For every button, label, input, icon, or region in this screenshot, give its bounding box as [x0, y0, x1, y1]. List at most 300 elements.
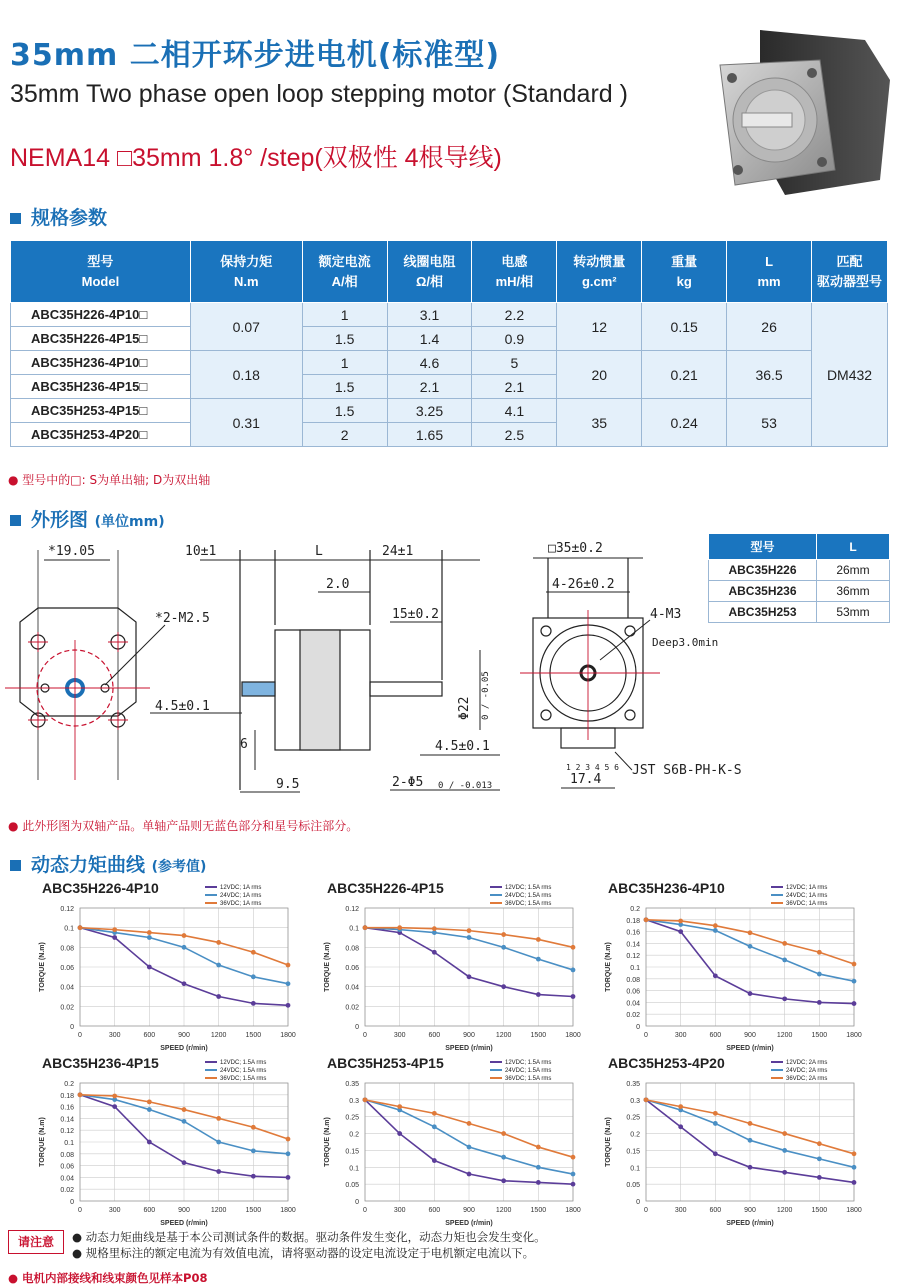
cell-inertia: 35 [557, 399, 642, 447]
y-tick-label: 0.18 [60, 1092, 74, 1100]
data-point [286, 981, 291, 986]
section-curve-sub: (参考值) [151, 859, 207, 875]
x-tick-label: 1800 [565, 1207, 581, 1214]
dim-deep: Deep3.0min [652, 636, 719, 649]
data-point [182, 1119, 187, 1124]
torque-chart [315, 900, 585, 1068]
legend-label: 24VDC; 1.5A rms [220, 1068, 267, 1074]
legend-label: 12VDC; 1A rms [786, 885, 828, 891]
col-model: 型号 Model [11, 241, 191, 303]
dim-m25: *2-M2.5 [155, 611, 210, 626]
x-tick-label: 1200 [495, 1032, 512, 1039]
dim-15: 15±0.2 [392, 607, 439, 622]
data-point [501, 1178, 506, 1183]
chart-legend [771, 884, 827, 908]
y-tick-label: 0.3 [630, 1097, 640, 1105]
dim-phi5-tol: 0 / -0.013 [438, 781, 493, 791]
legend-label: 12VDC; 1.5A rms [220, 1060, 267, 1066]
x-tick-label: 0 [644, 1207, 648, 1214]
data-point [251, 1174, 256, 1179]
outline-note: ● 此外形图为双轴产品。单轴产品则无蓝色部分和星号标注部分。 [8, 819, 359, 833]
data-point [782, 1170, 787, 1175]
legend-swatch [490, 1077, 502, 1079]
x-tick-label: 300 [674, 1032, 687, 1039]
y-tick-label: 0.12 [60, 1128, 74, 1136]
torque-chart [596, 900, 866, 1068]
table-row [11, 303, 888, 327]
y-tick-label: 0 [70, 1199, 74, 1206]
data-point [817, 950, 822, 955]
dim-95: 9.5 [276, 777, 300, 792]
x-tick-label: 0 [78, 1032, 82, 1039]
x-tick-label: 300 [108, 1207, 121, 1214]
cell-current: 1 [302, 351, 387, 375]
y-tick-label: 0 [636, 1199, 640, 1206]
cell-inductance: 0.9 [472, 327, 557, 351]
data-point [501, 932, 506, 937]
x-axis-label: SPEED (r/min) [160, 1220, 208, 1227]
x-tick-label: 600 [709, 1207, 722, 1214]
data-point [501, 1131, 506, 1136]
data-point [147, 965, 152, 970]
legend-swatch [771, 1069, 783, 1071]
chart-title: ABC35H226-4P10 [42, 880, 159, 896]
legend-swatch [490, 902, 502, 904]
chart-title: ABC35H236-4P10 [608, 880, 725, 896]
y-tick-label: 0.1 [349, 1165, 359, 1173]
data-point [817, 1156, 822, 1161]
data-point [112, 927, 117, 932]
x-tick-label: 1500 [530, 1207, 547, 1214]
cell-driver: DM432 [812, 303, 888, 447]
y-tick-label: 0.06 [60, 965, 74, 972]
data-point [467, 1172, 472, 1177]
data-point [748, 930, 753, 935]
cell-inertia: 20 [557, 351, 642, 399]
section-outline-unit: (单位mm) [94, 514, 165, 530]
page-subtitle: 35mm Two phase open loop stepping motor (Standard ) [10, 80, 628, 108]
dim-m3: 4-M3 [650, 607, 682, 622]
legend-label: 24VDC; 1.5A rms [505, 1068, 552, 1074]
torque-chart [30, 1075, 300, 1243]
chart-title: ABC35H253-4P15 [327, 1055, 444, 1071]
chart-title: ABC35H236-4P15 [42, 1055, 159, 1071]
cell-model: ABC35H226-4P15□ [11, 327, 191, 351]
legend-swatch [205, 894, 217, 896]
x-tick-label: 600 [428, 1032, 441, 1039]
data-point [147, 935, 152, 940]
legend-swatch [771, 1061, 783, 1063]
cell-L: 53mm [817, 602, 890, 623]
data-point [216, 963, 221, 968]
y-tick-label: 0.05 [345, 1182, 359, 1190]
y-axis-label: TORQUE (N.m) [39, 942, 46, 992]
cell-resistance: 2.1 [387, 375, 472, 399]
data-point [251, 950, 256, 955]
dim-sq35: □35±0.2 [548, 541, 603, 556]
data-point [713, 1151, 718, 1156]
dim-10: 10±1 [185, 544, 217, 559]
legend-label: 12VDC; 1.5A rms [505, 1060, 552, 1066]
front-view-left [20, 550, 136, 780]
data-point [571, 945, 576, 950]
y-tick-label: 0.06 [345, 965, 359, 972]
x-tick-label: 1500 [245, 1032, 262, 1039]
y-tick-label: 0.02 [626, 1012, 640, 1020]
chart-legend [490, 1059, 551, 1083]
data-point [748, 1121, 753, 1126]
x-tick-label: 1500 [530, 1032, 547, 1039]
cell-L: 26mm [817, 560, 890, 581]
cell-resistance: 1.4 [387, 327, 472, 351]
connector-pins: 1 2 3 4 5 6 [566, 763, 619, 772]
spec-header-row [11, 241, 888, 303]
x-tick-label: 1200 [495, 1207, 512, 1214]
y-tick-label: 0.2 [630, 1131, 640, 1139]
col-length: L mm [727, 241, 812, 303]
data-point [782, 1131, 787, 1136]
data-point [571, 1155, 576, 1160]
notice-line-1: ● 动态力矩曲线是基于本公司测试条件的数据。驱动条件发生变化，动态力矩也会发生变化。 [72, 1230, 546, 1244]
legend-entry [771, 1075, 827, 1083]
x-tick-label: 900 [463, 1207, 475, 1214]
data-point [112, 1104, 117, 1109]
legend-swatch [205, 1061, 217, 1063]
cell-resistance: 1.65 [387, 423, 472, 447]
x-tick-label: 900 [178, 1032, 190, 1039]
col-driver: 匹配 驱动器型号 [812, 241, 888, 303]
square-bullet-icon [10, 213, 21, 224]
legend-entry [205, 900, 261, 908]
legend-entry [205, 1059, 266, 1067]
y-tick-label: 0 [70, 1024, 74, 1031]
cell-current: 1.5 [302, 399, 387, 423]
data-point [286, 1175, 291, 1180]
torque-chart [315, 1075, 585, 1243]
col-inductance: 电感 mH/相 [472, 241, 557, 303]
cell-length: 36.5 [727, 351, 812, 399]
x-tick-label: 300 [393, 1032, 406, 1039]
y-tick-label: 0.1 [630, 965, 640, 972]
x-axis-label: SPEED (r/min) [445, 1220, 493, 1227]
cell-model: ABC35H236-4P15□ [11, 375, 191, 399]
x-tick-label: 1800 [846, 1207, 862, 1214]
data-point [182, 933, 187, 938]
dim-6: 6 [240, 737, 248, 752]
notice-label: 请注意 [8, 1230, 64, 1254]
y-axis-label: TORQUE (N.m) [605, 942, 612, 992]
data-point [571, 1172, 576, 1177]
y-tick-label: 0.04 [626, 1000, 640, 1008]
y-tick-label: 0.1 [64, 925, 74, 933]
data-point [467, 1121, 472, 1126]
cell-current: 1.5 [302, 375, 387, 399]
x-tick-label: 300 [393, 1207, 406, 1214]
data-point [286, 1151, 291, 1156]
legend-entry [771, 884, 827, 892]
data-point [536, 937, 541, 942]
page-title: 35mm 二相开环步进电机(标准型) [10, 38, 501, 73]
table-row [709, 602, 890, 623]
legend-label: 36VDC; 1.5A rms [505, 1076, 552, 1082]
legend-entry [490, 1075, 551, 1083]
data-point [536, 1145, 541, 1150]
legend-label: 36VDC; 1A rms [220, 901, 262, 907]
x-tick-label: 900 [463, 1032, 475, 1039]
data-point [467, 1145, 472, 1150]
cell-inductance: 2.1 [472, 375, 557, 399]
x-tick-label: 300 [674, 1207, 687, 1214]
data-point [216, 994, 221, 999]
data-point [678, 1124, 683, 1129]
col-current: 额定电流 A/相 [302, 241, 387, 303]
col-weight: 重量 kg [642, 241, 727, 303]
y-tick-label: 0.1 [64, 1140, 74, 1147]
cell-inductance: 2.5 [472, 423, 557, 447]
y-tick-label: 0.16 [60, 1104, 74, 1112]
col-resistance: 线圈电阻 Ω/相 [387, 241, 472, 303]
data-point [147, 930, 152, 935]
legend-swatch [205, 1069, 217, 1071]
data-point [501, 1155, 506, 1160]
x-tick-label: 900 [744, 1032, 756, 1039]
legend-label: 24VDC; 1.5A rms [505, 893, 552, 899]
x-tick-label: 1200 [776, 1207, 793, 1214]
y-tick-label: 0.3 [349, 1097, 359, 1105]
cell-resistance: 3.1 [387, 303, 472, 327]
dim-phi22-tol: 0 / -0.05 [481, 671, 491, 720]
dim-19: *19.05 [48, 544, 95, 559]
data-point [571, 1182, 576, 1187]
y-tick-label: 0.1 [630, 1165, 640, 1173]
x-tick-label: 600 [428, 1207, 441, 1214]
cell-model: ABC35H253-4P15□ [11, 399, 191, 423]
legend-swatch [490, 894, 502, 896]
chart-legend [205, 884, 261, 908]
legend-label: 24VDC; 1A rms [786, 893, 828, 899]
y-tick-label: 0.04 [60, 984, 74, 992]
x-tick-label: 900 [744, 1207, 756, 1214]
data-point [782, 958, 787, 963]
data-point [251, 974, 256, 979]
spec-line: NEMA14 □35mm 1.8° /step(双极性 4根导线) [10, 144, 502, 172]
data-point [432, 1158, 437, 1163]
legend-label: 12VDC; 1A rms [220, 885, 262, 891]
y-tick-label: 0.18 [626, 917, 640, 925]
data-point [713, 923, 718, 928]
data-point [432, 926, 437, 931]
section-outline-heading [10, 505, 165, 532]
y-tick-label: 0 [355, 1199, 359, 1206]
cell-length: 26 [727, 303, 812, 351]
table-row [11, 351, 888, 375]
x-tick-label: 600 [143, 1207, 156, 1214]
y-tick-label: 0.02 [345, 1004, 359, 1012]
data-point [397, 1104, 402, 1109]
cell-model: ABC35H236 [709, 581, 817, 602]
y-axis-label: TORQUE (N.m) [324, 942, 331, 992]
col-torque: 保持力矩 N.m [190, 241, 302, 303]
data-point [678, 929, 683, 934]
dim-174: 17.4 [570, 772, 602, 787]
dim-24: 24±1 [382, 544, 414, 559]
y-tick-label: 0.14 [60, 1116, 74, 1124]
cell-length: 53 [727, 399, 812, 447]
legend-label: 36VDC; 2A rms [786, 1076, 828, 1082]
cell-model: ABC35H253 [709, 602, 817, 623]
legend-entry [771, 1059, 827, 1067]
chart-title: ABC35H226-4P15 [327, 880, 444, 896]
legend-entry [771, 892, 827, 900]
legend-label: 36VDC; 1.5A rms [220, 1076, 267, 1082]
x-tick-label: 1200 [210, 1032, 227, 1039]
data-point [78, 1092, 83, 1097]
y-tick-label: 0.2 [349, 1131, 359, 1139]
data-point [216, 940, 221, 945]
spec-note: ● 型号中的□: S为单出轴; D为双出轴 [8, 473, 211, 487]
legend-label: 12VDC; 1.5A rms [505, 885, 552, 891]
y-tick-label: 0.25 [626, 1114, 640, 1122]
data-point [251, 1148, 256, 1153]
length-header-row [709, 534, 890, 560]
data-point [286, 963, 291, 968]
col-model: 型号 [709, 534, 817, 560]
x-tick-label: 1800 [280, 1032, 296, 1039]
legend-label: 24VDC; 2A rms [786, 1068, 828, 1074]
y-tick-label: 0.2 [64, 1081, 74, 1088]
torque-chart [596, 1075, 866, 1243]
data-point [536, 957, 541, 962]
data-point [432, 1111, 437, 1116]
x-tick-label: 1500 [811, 1207, 828, 1214]
notice-line-2: ● 规格里标注的额定电流为有效值电流，请将驱动器的设定电流设定于电机额定电流以下。 [72, 1246, 535, 1260]
data-point [782, 941, 787, 946]
y-tick-label: 0.16 [626, 929, 640, 937]
section-curve-title: 动态力矩曲线 [31, 854, 146, 876]
data-point [678, 1104, 683, 1109]
data-point [852, 962, 857, 967]
dim-26: 4-26±0.2 [552, 577, 615, 592]
section-spec-title: 规格参数 [31, 207, 108, 229]
data-point [467, 974, 472, 979]
data-point [817, 1000, 822, 1005]
legend-entry [490, 1067, 551, 1075]
legend-swatch [490, 1069, 502, 1071]
dim-45b: 4.5±0.1 [435, 739, 490, 754]
chart-title: ABC35H253-4P20 [608, 1055, 725, 1071]
x-axis-label: SPEED (r/min) [160, 1045, 208, 1052]
legend-label: 12VDC; 2A rms [786, 1060, 828, 1066]
data-point [748, 944, 753, 949]
data-point [782, 996, 787, 1001]
legend-entry [205, 1067, 266, 1075]
legend-swatch [771, 1077, 783, 1079]
data-point [251, 1125, 256, 1130]
data-point [78, 925, 83, 930]
cell-torque: 0.07 [190, 303, 302, 351]
legend-entry [771, 900, 827, 908]
y-axis-label: TORQUE (N.m) [605, 1117, 612, 1167]
data-point [216, 1140, 221, 1145]
y-tick-label: 0.12 [626, 953, 640, 961]
dim-45a: 4.5±0.1 [155, 699, 210, 714]
x-tick-label: 900 [178, 1207, 190, 1214]
square-bullet-icon [10, 515, 21, 526]
legend-swatch [490, 1061, 502, 1063]
cell-inductance: 5 [472, 351, 557, 375]
data-point [216, 1116, 221, 1121]
y-tick-label: 0.2 [630, 906, 640, 913]
y-tick-label: 0.15 [345, 1148, 359, 1156]
data-point [182, 1160, 187, 1165]
legend-label: 36VDC; 1.5A rms [505, 901, 552, 907]
data-point [432, 950, 437, 955]
section-curve-heading [10, 850, 206, 877]
torque-chart [30, 900, 300, 1068]
cell-model: ABC35H236-4P10□ [11, 351, 191, 375]
y-tick-label: 0.04 [345, 984, 359, 992]
y-tick-label: 0.12 [60, 906, 74, 913]
cell-torque: 0.31 [190, 399, 302, 447]
x-tick-label: 1500 [245, 1207, 262, 1214]
data-point [713, 1111, 718, 1116]
motor-photo [700, 20, 895, 205]
dim-2: 2.0 [326, 577, 350, 592]
x-tick-label: 1500 [811, 1032, 828, 1039]
y-tick-label: 0.02 [60, 1004, 74, 1012]
cell-model: ABC35H253-4P20□ [11, 423, 191, 447]
x-axis-label: SPEED (r/min) [726, 1220, 774, 1227]
chart-legend [490, 884, 551, 908]
data-point [536, 1165, 541, 1170]
x-tick-label: 0 [78, 1207, 82, 1214]
y-tick-label: 0.35 [626, 1081, 640, 1088]
legend-swatch [205, 902, 217, 904]
data-point [112, 1094, 117, 1099]
cell-current: 1.5 [302, 327, 387, 351]
data-point [852, 979, 857, 984]
footer-note: ● 电机内部接线和线束颜色见样本P08 [8, 1271, 208, 1285]
data-point [147, 1140, 152, 1145]
x-tick-label: 1800 [565, 1032, 581, 1039]
y-tick-label: 0.08 [626, 976, 640, 984]
data-point [286, 1137, 291, 1142]
x-axis-label: SPEED (r/min) [445, 1045, 493, 1052]
data-point [536, 992, 541, 997]
legend-entry [205, 892, 261, 900]
legend-entry [490, 900, 551, 908]
legend-swatch [771, 902, 783, 904]
chart-legend [771, 1059, 827, 1083]
data-point [678, 919, 683, 924]
legend-entry [490, 892, 551, 900]
x-tick-label: 0 [363, 1207, 367, 1214]
col-L: L [817, 534, 890, 560]
table-row [709, 560, 890, 581]
x-tick-label: 0 [644, 1032, 648, 1039]
data-point [748, 1165, 753, 1170]
data-point [644, 1097, 649, 1102]
cell-current: 2 [302, 423, 387, 447]
legend-swatch [771, 886, 783, 888]
legend-entry [490, 1059, 551, 1067]
y-tick-label: 0.08 [345, 945, 359, 953]
data-point [536, 1180, 541, 1185]
data-point [571, 968, 576, 973]
data-point [182, 945, 187, 950]
data-point [501, 984, 506, 989]
data-point [748, 1138, 753, 1143]
